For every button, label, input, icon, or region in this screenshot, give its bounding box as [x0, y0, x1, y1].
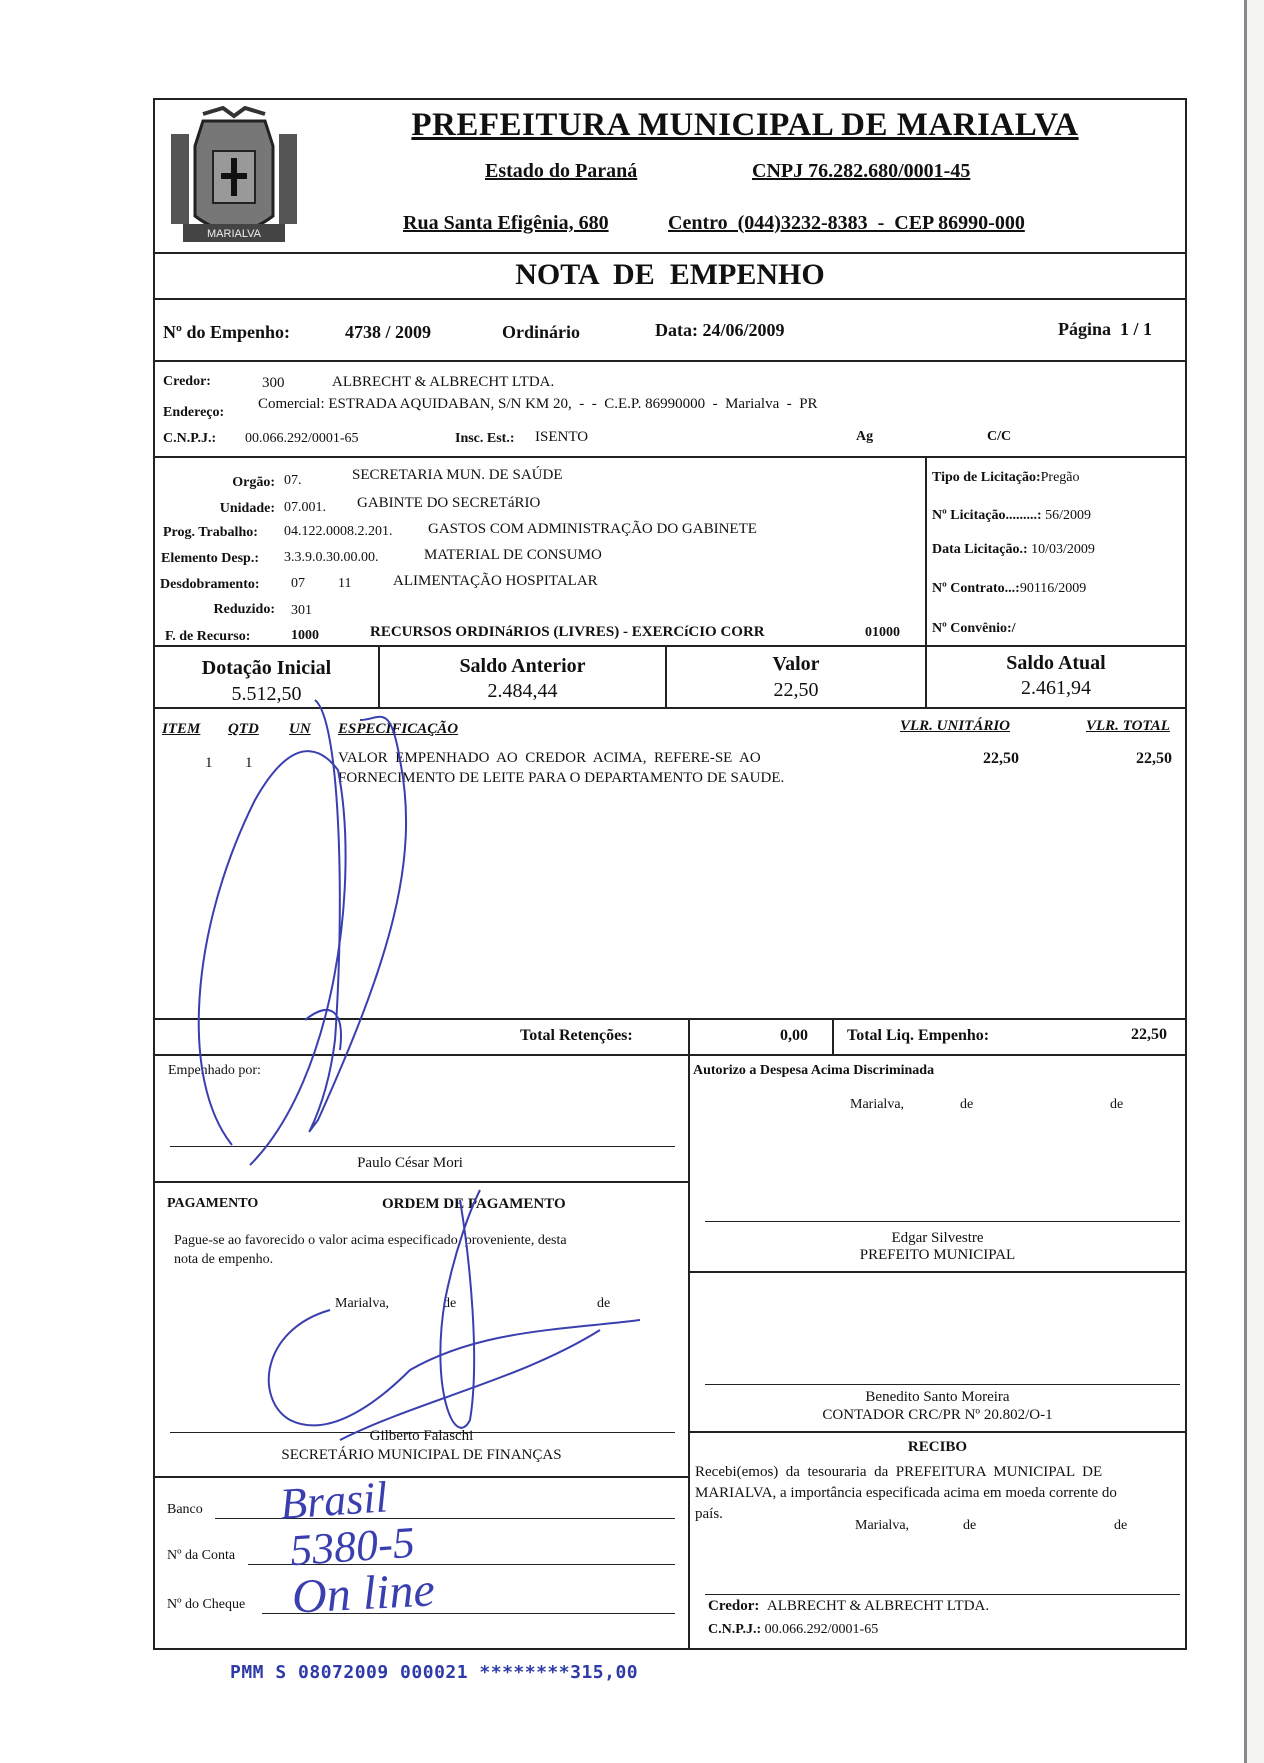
cnpj-header: CNPJ 76.282.680/0001-45	[752, 160, 971, 182]
recibo-text-2: MARIALVA, a importância especificada acima em moeda corrente do	[695, 1485, 1117, 1501]
credor-address: Comercial: ESTRADA AQUIDABAN, S/N KM 20, - - C.E.P. 86990000 - Marialva - PR	[258, 396, 818, 412]
autorizo-de1: de	[960, 1097, 974, 1112]
bank-stamp: PMM S 08072009 000021 ********315,00	[230, 1662, 639, 1683]
pagamento-label: PAGAMENTO	[167, 1196, 259, 1211]
empenhado-por-label: Empenhado por:	[168, 1063, 261, 1078]
dotacao-inicial-label: Dotação Inicial	[201, 657, 332, 679]
empenho-number: 4738 / 2009	[345, 322, 432, 342]
pague-se-text: Pague-se ao favorecido o valor acima especificado, proveniente, desta	[174, 1233, 567, 1248]
ordem-pagamento-label: ORDEM DE PAGAMENTO	[382, 1196, 566, 1212]
valor-label: Valor	[772, 653, 820, 675]
saldo-atual-label: Saldo Atual	[1006, 652, 1106, 674]
banco-handwritten: Brasil	[278, 1472, 390, 1529]
recibo-cnpj-label: C.N.P.J.:	[708, 1622, 762, 1637]
unidade-label: Unidade:	[219, 501, 275, 516]
recibo-title: RECIBO	[907, 1439, 968, 1455]
pagamento-de2: de	[597, 1296, 611, 1311]
autorizo-local: Marialva,	[850, 1097, 905, 1112]
saldo-atual-value: 2.461,94	[1021, 677, 1091, 699]
page-title: PREFEITURA MUNICIPAL DE MARIALVA	[411, 107, 1079, 143]
autorizo-text: Autorizo a Despesa Acima Discriminada	[693, 1063, 935, 1078]
valor-value: 22,50	[773, 679, 819, 701]
desdobramento-label: Desdobramento:	[160, 577, 260, 592]
banco-label: Banco	[167, 1502, 203, 1517]
convenio-label: Nº Convênio:/	[932, 621, 1016, 636]
col-item: ITEM	[162, 721, 201, 737]
recibo-credor-name: ALBRECHT & ALBRECHT LTDA.	[766, 1598, 990, 1614]
recibo-text-3: país.	[695, 1506, 723, 1522]
cheque-handwritten: On line	[290, 1563, 436, 1624]
saldo-anterior-value: 2.484,44	[487, 680, 558, 702]
pague-se-text-2: nota de empenho.	[174, 1252, 274, 1267]
insc-label: Insc. Est.:	[455, 431, 515, 446]
credor-code: 300	[262, 375, 285, 391]
page-number: Página 1 / 1	[1058, 319, 1153, 339]
pagamento-de1: de	[443, 1296, 457, 1311]
insc-value: ISENTO	[535, 429, 589, 445]
cnpj-label: C.N.P.J.:	[163, 431, 217, 446]
licitacao-data-label: Data Licitação.:	[932, 542, 1028, 557]
svg-text:MARIALVA: MARIALVA	[207, 228, 261, 240]
col-qtd: QTD	[228, 721, 259, 737]
recibo-text-1: Recebi(emos) da tesouraria da PREFEITURA MUNICIPAL DE	[695, 1464, 1103, 1480]
orgao-code: 07.	[284, 473, 302, 488]
contrato-label: Nº Contrato...:	[932, 581, 1020, 596]
elemento-code: 3.3.9.0.30.00.00.	[284, 550, 379, 565]
empenho-number-label: Nº do Empenho:	[163, 322, 290, 342]
conta-handwritten: 5380-5	[288, 1517, 417, 1576]
col-especificacao: ESPECIFICAÇÃO	[338, 721, 459, 737]
recibo-credor-label: Credor:	[708, 1598, 760, 1614]
prefeito-name: Edgar Silvestre	[891, 1230, 984, 1246]
orgao-label: Orgão:	[232, 475, 275, 490]
total-retencoes-value: 0,00	[780, 1027, 808, 1044]
agencia-label: Ag	[856, 429, 874, 444]
licitacao-num-label: Nº Licitação.........:	[932, 508, 1042, 523]
elemento-label: Elemento Desp.:	[161, 551, 259, 566]
col-vlr-total: VLR. TOTAL	[1086, 718, 1170, 734]
secretario-title: SECRETÁRIO MUNICIPAL DE FINANÇAS	[281, 1447, 562, 1463]
prog-label: Prog. Trabalho:	[163, 525, 258, 540]
contador-title: CONTADOR CRC/PR Nº 20.802/O-1	[822, 1407, 1053, 1423]
address-street: Rua Santa Efigênia, 680	[403, 212, 609, 234]
empenhado-por-name: Paulo César Mori	[357, 1155, 463, 1171]
secretario-name: Gilberto Falaschi	[369, 1428, 474, 1444]
total-liquido-label: Total Liq. Empenho:	[847, 1027, 990, 1044]
fonte-label: F. de Recurso:	[165, 629, 251, 644]
conta-label: Nº da Conta	[167, 1548, 236, 1563]
empenho-type: Ordinário	[502, 322, 581, 342]
state-name: Estado do Paraná	[485, 160, 638, 182]
unidade-name: GABINTE DO SECRETáRIO	[357, 495, 541, 511]
credor-label: Credor:	[163, 374, 211, 389]
address-label: Endereço:	[163, 405, 225, 420]
contrato-value: 90116/2009	[1019, 581, 1087, 596]
total-retencoes-label: Total Retenções:	[520, 1027, 633, 1044]
saldo-anterior-label: Saldo Anterior	[459, 655, 586, 677]
unidade-code: 07.001.	[284, 500, 326, 515]
fonte-code2: 01000	[865, 625, 900, 640]
credor-cnpj: 00.066.292/0001-65	[245, 431, 359, 446]
reduzido-label: Reduzido:	[213, 602, 275, 617]
desdobramento-code1: 07	[291, 576, 305, 591]
recibo-de2: de	[1114, 1518, 1128, 1533]
fonte-code: 1000	[291, 628, 319, 643]
dotacao-inicial-value: 5.512,50	[231, 683, 302, 705]
empenho-date: Data: 24/06/2009	[655, 320, 785, 340]
item-total-value: 22,50	[1136, 750, 1172, 767]
fonte-name: RECURSOS ORDINáRIOS (LIVRES) - EXERCíCIO CORR	[370, 624, 765, 640]
desdobramento-name: ALIMENTAÇÃO HOSPITALAR	[393, 573, 598, 589]
licitacao-data-value: 10/03/2009	[1031, 542, 1095, 557]
prog-code: 04.122.0008.2.201.	[284, 524, 393, 539]
item-number: 1	[205, 755, 213, 771]
tipo-licitacao-value: Pregão	[1040, 470, 1080, 485]
cheque-label: Nº do Cheque	[167, 1597, 246, 1612]
recibo-de1: de	[963, 1518, 977, 1533]
autorizo-de2: de	[1110, 1097, 1124, 1112]
tipo-licitacao-label: Tipo de Licitação:	[932, 470, 1041, 485]
prefeito-title: PREFEITO MUNICIPAL	[859, 1247, 1016, 1263]
reduzido-value: 301	[291, 603, 312, 618]
col-vlr-unitario: VLR. UNITÁRIO	[900, 718, 1011, 734]
contador-name: Benedito Santo Moreira	[865, 1389, 1010, 1405]
orgao-name: SECRETARIA MUN. DE SAÚDE	[352, 467, 563, 483]
recibo-local: Marialva,	[855, 1518, 910, 1533]
credor-name: ALBRECHT & ALBRECHT LTDA.	[332, 374, 555, 390]
address-contact: Centro (044)3232-8383 - CEP 86990-000	[668, 212, 1025, 234]
conta-corrente-label: C/C	[987, 429, 1012, 444]
item-description-line2: FORNECIMENTO DE LEITE PARA O DEPARTAMENTO DE SAUDE.	[338, 770, 785, 786]
prog-name: GASTOS COM ADMINISTRAÇÃO DO GABINETE	[428, 521, 757, 537]
recibo-cnpj-value: 00.066.292/0001-65	[764, 1622, 879, 1637]
item-unit-value: 22,50	[983, 750, 1019, 767]
col-un: UN	[289, 721, 311, 737]
elemento-name: MATERIAL DE CONSUMO	[424, 547, 602, 563]
pagamento-local: Marialva,	[335, 1296, 390, 1311]
desdobramento-code2: 11	[338, 576, 352, 591]
item-description-line1: VALOR EMPENHADO AO CREDOR ACIMA, REFERE-SE AO	[338, 750, 761, 766]
licitacao-num-value: 56/2009	[1045, 508, 1091, 523]
document-title: NOTA DE EMPENHO	[515, 258, 825, 291]
item-qty: 1	[245, 755, 253, 771]
total-liquido-value: 22,50	[1131, 1026, 1167, 1043]
